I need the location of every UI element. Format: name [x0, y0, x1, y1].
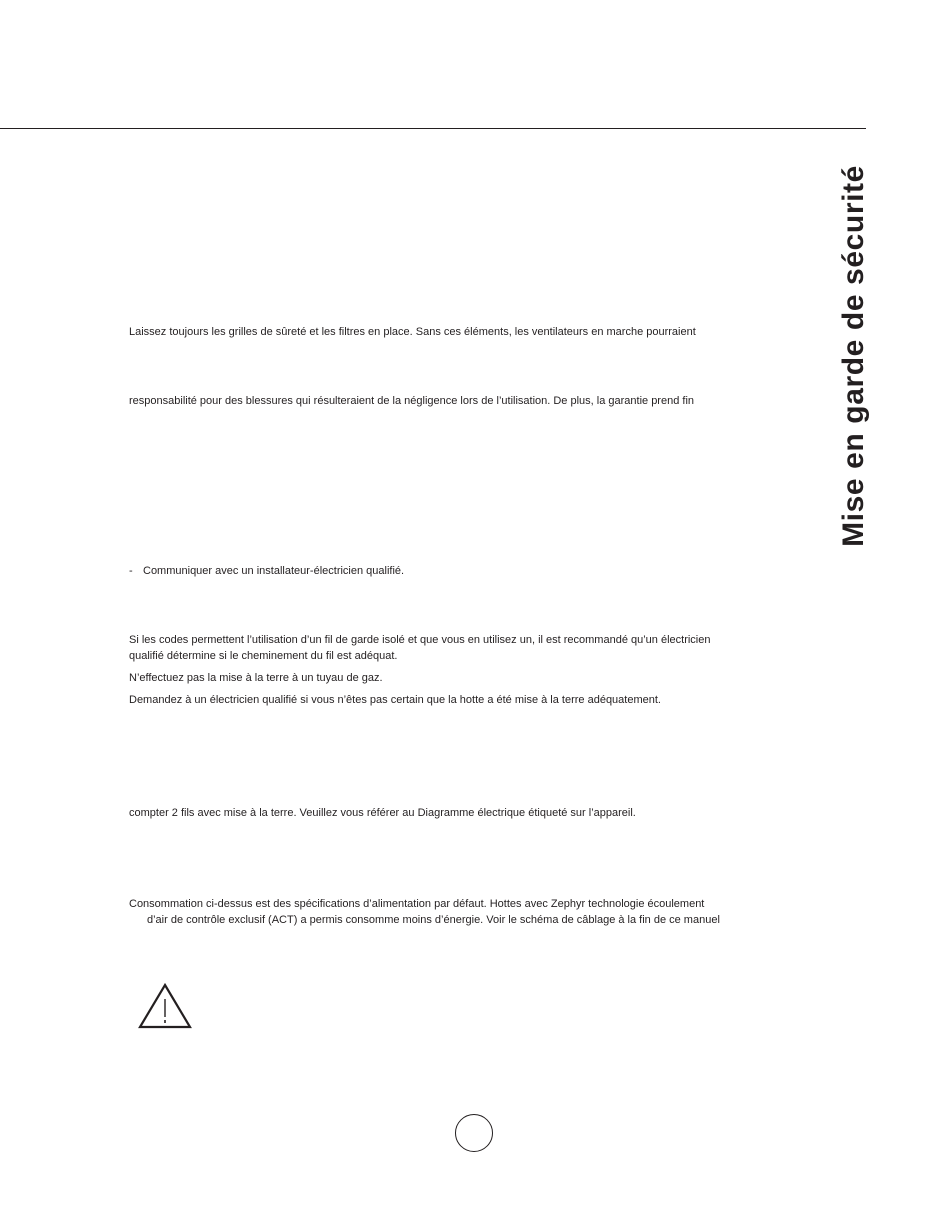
- list-dash: -: [129, 565, 133, 577]
- paragraph-consumption-line1: Consommation ci-dessus est des spécifications d’alimentation par défaut. Hottes avec Zephyr technologie écoulement: [129, 898, 705, 910]
- header-rule: [0, 128, 866, 129]
- page-number-circle: [455, 1114, 493, 1152]
- list-item: [129, 563, 404, 579]
- paragraph-gas-pipe: N’effectuez pas la mise à la terre à un tuyau de gaz.: [129, 672, 383, 684]
- paragraph-safety-grilles: Laissez toujours les grilles de sûreté et les filtres en place. Sans ces éléments, les ventilateurs en marche pourraient: [129, 326, 696, 338]
- paragraph-ground-wire-line1: Si les codes permettent l’utilisation d’un fil de garde isolé et que vous en utilisez un, il est recommandé qu’un électricien: [129, 634, 711, 646]
- paragraph-consumption-line2: d’air de contrôle exclusif (ACT) a permis consomme moins d’énergie. Voir le schéma de câblage à la fin de ce manuel: [147, 914, 720, 926]
- list-item-text: Communiquer avec un installateur-électricien qualifié.: [143, 565, 405, 577]
- paragraph-ask-electrician: Demandez à un électricien qualifié si vous n’êtes pas certain que la hotte a été mise à la terre adéquatement.: [129, 694, 661, 706]
- paragraph-wiring-diagram: compter 2 fils avec mise à la terre. Veuillez vous référer au Diagramme électrique étiqueté sur l’appareil.: [129, 807, 636, 819]
- section-side-title: Mise en garde de sécurité: [837, 165, 870, 547]
- paragraph-ground-wire-line2: qualifié détermine si le cheminement du fil est adéquat.: [129, 650, 398, 662]
- paragraph-responsibility: responsabilité pour des blessures qui résulteraient de la négligence lors de l’utilisation. De plus, la garantie prend fin: [129, 395, 695, 407]
- warning-triangle-icon: [138, 982, 192, 1030]
